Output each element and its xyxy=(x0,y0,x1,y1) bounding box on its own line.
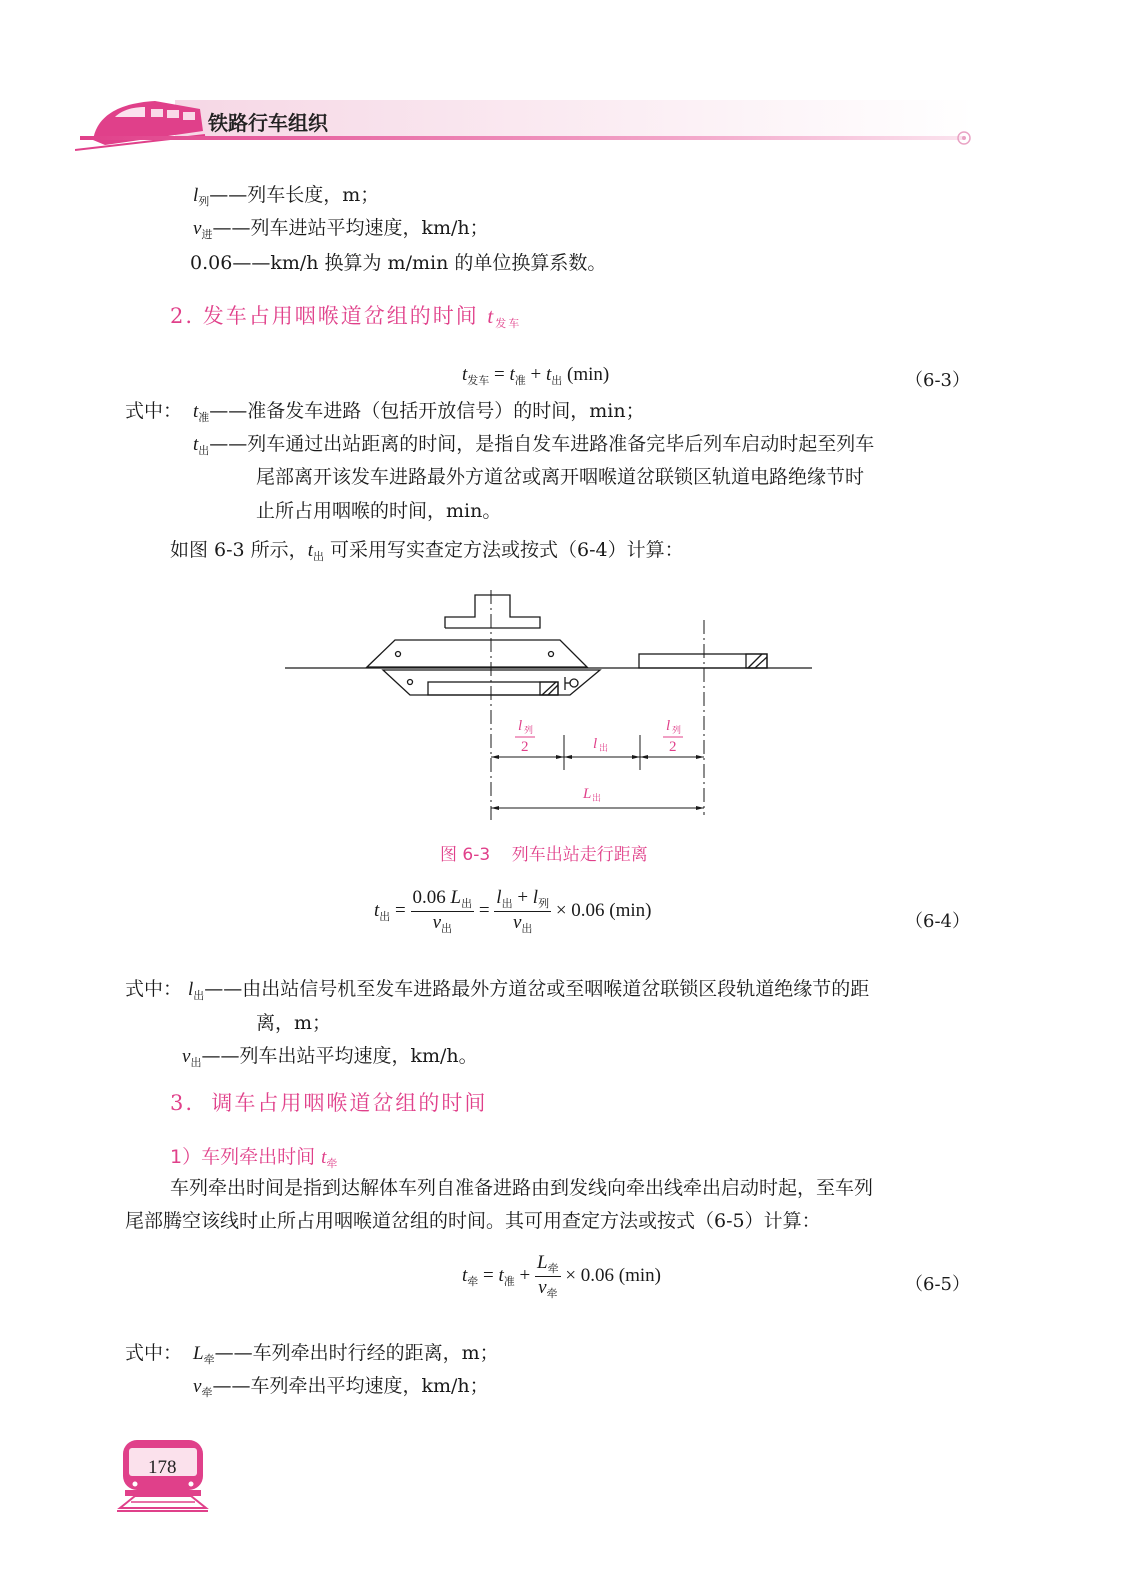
equation-6-5: $t_牵 = t_准$ + $\frac{L_牵}{v_牵}$ × 0.06 (min) xyxy=(462,1252,662,1300)
figure-6-3 xyxy=(280,590,820,820)
paragraph-pull-line1: 车列牵出时间是指到达解体车列自准备进路由到发线向牵出线牵出启动时起，至车列 xyxy=(170,1177,874,1199)
definition-v-chu: $v_出——$列车出站平均速度，km/h。 xyxy=(182,1045,478,1069)
subsection-heading-1: 1）车列牵出时间 $t_牵$ xyxy=(170,1146,338,1170)
paragraph-pull-line2: 尾部腾空该线时止所占用咽喉道岔组的时间。其可用查定方法或按式（6-5）计算： xyxy=(125,1210,821,1232)
svg-text:出: 出 xyxy=(592,793,602,803)
section-heading-3: 3. 调车占用咽喉道岔组的时间 xyxy=(170,1091,488,1115)
figure-caption: 图 6-3 列车出站走行距离 xyxy=(440,845,648,865)
equation-6-3: $t_{发车} = t_准 + t_出$ (min) xyxy=(462,364,610,387)
svg-text:2: 2 xyxy=(669,739,677,755)
header-title: 铁路行车组织 xyxy=(208,111,328,135)
definition-v-qian: $v_牵——$车列牵出平均速度，km/h； xyxy=(193,1375,489,1399)
svg-text:列: 列 xyxy=(672,725,682,735)
svg-text:出: 出 xyxy=(599,743,609,753)
equation-6-4: $t_出$ = $\frac{0.06 L_出}{v_出}$ = $\frac{l_出 + l_列}{v_出}$ × 0.06 (min) xyxy=(374,887,652,935)
definition-L-qian: $L_牵——$车列牵出时行经的距离，m； xyxy=(193,1342,499,1366)
definition-l-chu: $l_出——$由出站信号机至发车进路最外方道岔或至咽喉道岔联锁区段轨道绝缘节的距 xyxy=(188,978,870,1002)
label-l-lie-left: l xyxy=(518,718,523,734)
page-number: 178 xyxy=(148,1457,177,1478)
definition-0-06: 0.06——km/h 换算为 m/min 的单位换算系数。 xyxy=(190,252,607,274)
definition-t-zhun: $t_准——$准备发车进路（包括开放信号）的时间，min； xyxy=(193,400,645,424)
definition-prefix: 式中： xyxy=(125,400,183,422)
definition-l-chu-line2: 离，m； xyxy=(256,1012,332,1034)
label-l-chu: l xyxy=(593,736,598,752)
fraction-1: $\frac{0.06 L_出}{v_出}$ xyxy=(412,887,473,935)
definition-prefix-64: 式中： xyxy=(125,978,183,1000)
label-l-lie-right: l xyxy=(666,718,671,734)
definition-t-chu: $t_出——$列车通过出站距离的时间，是指自发车进路准备完毕后列车启动时起至列车 xyxy=(193,433,875,457)
station-diagram xyxy=(280,590,820,820)
equation-number-6-4: （6-4） xyxy=(905,911,970,932)
definition-l-lie: $l_列——$列车长度，m； xyxy=(193,184,380,208)
equation-number-6-3: （6-3） xyxy=(905,370,970,391)
definition-t-chu-line3: 止所占用咽喉的时间，min。 xyxy=(256,500,502,522)
svg-text:列: 列 xyxy=(524,725,534,735)
equation-number-6-5: （6-5） xyxy=(905,1274,970,1295)
paragraph-figure-ref: 如图 6-3 所示，$t_出$ 可采用写实查定方法或按式（6-4）计算： xyxy=(170,539,684,563)
fraction-2: $\frac{l_出 + l_列}{v_出}$ xyxy=(496,887,550,935)
definition-v-jin: $v_进——$列车进站平均速度，km/h； xyxy=(193,217,489,241)
definition-t-chu-line2: 尾部离开该发车进路最外方道岔或离开咽喉道岔联锁区轨道电路绝缘节时 xyxy=(256,466,865,488)
svg-text:2: 2 xyxy=(521,739,529,755)
definition-prefix-65: 式中： xyxy=(125,1342,183,1364)
label-L-chu: L xyxy=(583,786,592,802)
fraction-3: $\frac{L_牵}{v_牵}$ xyxy=(537,1252,559,1300)
section-heading-2: 2. 发车占用咽喉道岔组的时间 $t_{发车}$ xyxy=(170,304,522,330)
